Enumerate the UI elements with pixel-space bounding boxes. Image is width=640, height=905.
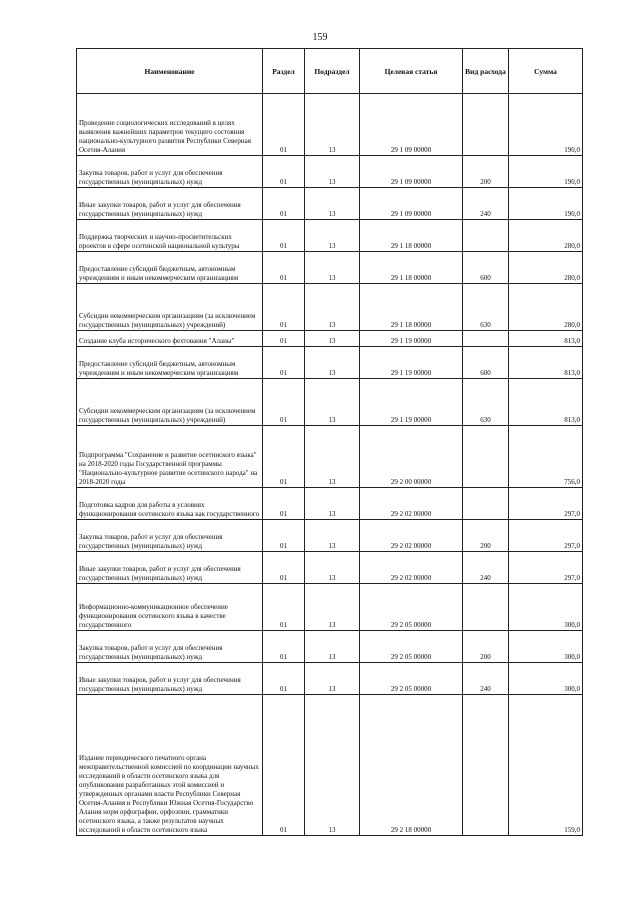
- row-name: Проведение социологических исследований в целях выявления важнейших параметров текущего состояния национально-культурного развития Республики Северная Осетия-Алания: [77, 94, 263, 156]
- header-expense-type: Вид расхода: [463, 49, 509, 94]
- row-subsection: 13: [305, 347, 360, 379]
- row-subsection: 13: [305, 331, 360, 347]
- row-subsection: 13: [305, 220, 360, 252]
- row-expense-type: [463, 94, 509, 156]
- row-target: 29 1 09 00000: [360, 156, 463, 188]
- row-name: Поддержка творческих и научно-просветительских проектов в сфере осетинской национальной культуры: [77, 220, 263, 252]
- row-target: 29 1 19 00000: [360, 347, 463, 379]
- row-sum: 190,0: [509, 156, 583, 188]
- row-expense-type: [463, 584, 509, 631]
- row-expense-type: 600: [463, 347, 509, 379]
- row-section: 01: [263, 284, 305, 331]
- row-subsection: 13: [305, 426, 360, 488]
- row-sum: 280,0: [509, 220, 583, 252]
- row-section: 01: [263, 584, 305, 631]
- header-section: Раздел: [263, 49, 305, 94]
- table-row: [77, 347, 583, 379]
- row-name: Иные закупки товаров, работ и услуг для обеспечения государственных (муниципальных) нужд: [77, 188, 263, 220]
- table-row: [77, 552, 583, 584]
- row-subsection: 13: [305, 631, 360, 663]
- table-row: [77, 426, 583, 488]
- row-sum: 300,0: [509, 584, 583, 631]
- row-expense-type: 240: [463, 552, 509, 584]
- table-row: [77, 695, 583, 836]
- row-name: Закупка товаров, работ и услуг для обеспечения государственных (муниципальных) нужд: [77, 631, 263, 663]
- row-name: Издание периодического печатного органа межправительственной комиссией по координации научных исследований в области осетинского языка для опубликования разработанных этой комиссией и утвержденных органами власти Республики Северная Осетия-Алания и Республики Южная Осетия-Государство Алания норм орфографии, орфоэпии, грамматики осетинского языка, а также результатов научных исследований в области осетинского языка: [77, 695, 263, 836]
- row-name: Информационно-коммуникационное обеспечение функционирования осетинского языка в качестве государственного: [77, 584, 263, 631]
- row-name: Закупка товаров, работ и услуг для обеспечения государственных (муниципальных) нужд: [77, 156, 263, 188]
- row-expense-type: 200: [463, 156, 509, 188]
- table-header-row: [77, 49, 583, 94]
- row-sum: 190,0: [509, 94, 583, 156]
- row-subsection: 13: [305, 663, 360, 695]
- row-target: 29 2 02 00000: [360, 488, 463, 520]
- table-row: [77, 631, 583, 663]
- row-expense-type: [463, 488, 509, 520]
- table-row: [77, 379, 583, 426]
- table-row: [77, 331, 583, 347]
- table-row: [77, 284, 583, 331]
- row-section: 01: [263, 188, 305, 220]
- row-section: 01: [263, 347, 305, 379]
- row-subsection: 13: [305, 284, 360, 331]
- row-target: 29 2 05 00000: [360, 663, 463, 695]
- row-section: 01: [263, 426, 305, 488]
- row-sum: 280,0: [509, 284, 583, 331]
- row-target: 29 1 19 00000: [360, 379, 463, 426]
- table-row: [77, 188, 583, 220]
- row-target: 29 1 18 00000: [360, 220, 463, 252]
- row-name: Предоставление субсидий бюджетным, автономным учреждениям и иным некоммерческим организациям: [77, 347, 263, 379]
- row-section: 01: [263, 488, 305, 520]
- row-name: Подпрограмма "Сохранение и развитие осетинского языка" на 2018-2020 годы Государственной программы "Национально-культурное развитие осетинского народа" на 2018-2020 годы: [77, 426, 263, 488]
- row-section: 01: [263, 631, 305, 663]
- row-expense-type: [463, 695, 509, 836]
- row-section: 01: [263, 552, 305, 584]
- row-section: 01: [263, 695, 305, 836]
- row-target: 29 2 02 00000: [360, 552, 463, 584]
- row-sum: 300,0: [509, 631, 583, 663]
- header-name: Наименование: [77, 49, 263, 94]
- row-expense-type: 630: [463, 379, 509, 426]
- row-target: 29 2 05 00000: [360, 631, 463, 663]
- row-subsection: 13: [305, 552, 360, 584]
- row-subsection: 13: [305, 94, 360, 156]
- row-sum: 190,0: [509, 188, 583, 220]
- row-expense-type: [463, 331, 509, 347]
- row-sum: 159,0: [509, 695, 583, 836]
- row-target: 29 1 09 00000: [360, 188, 463, 220]
- row-subsection: 13: [305, 188, 360, 220]
- row-sum: 756,0: [509, 426, 583, 488]
- row-sum: 813,0: [509, 331, 583, 347]
- row-sum: 813,0: [509, 347, 583, 379]
- row-expense-type: [463, 220, 509, 252]
- row-section: 01: [263, 220, 305, 252]
- table-row: [77, 156, 583, 188]
- row-expense-type: 630: [463, 284, 509, 331]
- row-expense-type: 600: [463, 252, 509, 284]
- row-target: 29 2 18 00000: [360, 695, 463, 836]
- row-name: Субсидии некоммерческим организациям (за исключением государственных (муниципальных) учреждений): [77, 379, 263, 426]
- row-subsection: 13: [305, 695, 360, 836]
- row-expense-type: 240: [463, 663, 509, 695]
- row-sum: 813,0: [509, 379, 583, 426]
- row-target: 29 1 18 00000: [360, 252, 463, 284]
- budget-table: [76, 48, 583, 836]
- row-expense-type: [463, 426, 509, 488]
- header-subsection: Подраздел: [305, 49, 360, 94]
- row-subsection: 13: [305, 252, 360, 284]
- row-name: Закупка товаров, работ и услуг для обеспечения государственных (муниципальных) нужд: [77, 520, 263, 552]
- row-section: 01: [263, 379, 305, 426]
- table-row: [77, 488, 583, 520]
- row-section: 01: [263, 156, 305, 188]
- page-number: 159: [312, 32, 328, 43]
- table-row: [77, 663, 583, 695]
- row-sum: 297,0: [509, 520, 583, 552]
- row-target: 29 2 02 00000: [360, 520, 463, 552]
- row-sum: 280,0: [509, 252, 583, 284]
- row-subsection: 13: [305, 584, 360, 631]
- table-row: [77, 520, 583, 552]
- row-section: 01: [263, 252, 305, 284]
- row-target: 29 2 05 00000: [360, 584, 463, 631]
- row-expense-type: 240: [463, 188, 509, 220]
- row-sum: 297,0: [509, 552, 583, 584]
- row-name: Предоставление субсидий бюджетным, автономным учреждениям и иным некоммерческим организациям: [77, 252, 263, 284]
- table-row: [77, 252, 583, 284]
- row-target: 29 1 19 00000: [360, 331, 463, 347]
- row-section: 01: [263, 94, 305, 156]
- row-subsection: 13: [305, 379, 360, 426]
- row-name: Субсидии некоммерческим организациям (за исключением государственных (муниципальных) учреждений): [77, 284, 263, 331]
- header-sum: Сумма: [509, 49, 583, 94]
- row-expense-type: 200: [463, 631, 509, 663]
- row-name: Подготовка кадров для работы в условиях функционирования осетинского языка как государственного: [77, 488, 263, 520]
- row-section: 01: [263, 663, 305, 695]
- row-name: Иные закупки товаров, работ и услуг для обеспечения государственных (муниципальных) нужд: [77, 552, 263, 584]
- row-target: 29 2 00 00000: [360, 426, 463, 488]
- table-row: [77, 220, 583, 252]
- row-sum: 300,0: [509, 663, 583, 695]
- row-section: 01: [263, 520, 305, 552]
- row-subsection: 13: [305, 156, 360, 188]
- row-sum: 297,0: [509, 488, 583, 520]
- table-row: [77, 584, 583, 631]
- row-section: 01: [263, 331, 305, 347]
- row-target: 29 1 09 00000: [360, 94, 463, 156]
- row-subsection: 13: [305, 520, 360, 552]
- row-subsection: 13: [305, 488, 360, 520]
- row-expense-type: 200: [463, 520, 509, 552]
- table-row: [77, 94, 583, 156]
- row-target: 29 1 18 00000: [360, 284, 463, 331]
- header-target: Целевая статья: [360, 49, 463, 94]
- row-name: Создание клуба исторического фехтования "Аланы": [77, 331, 263, 347]
- row-name: Иные закупки товаров, работ и услуг для обеспечения государственных (муниципальных) нужд: [77, 663, 263, 695]
